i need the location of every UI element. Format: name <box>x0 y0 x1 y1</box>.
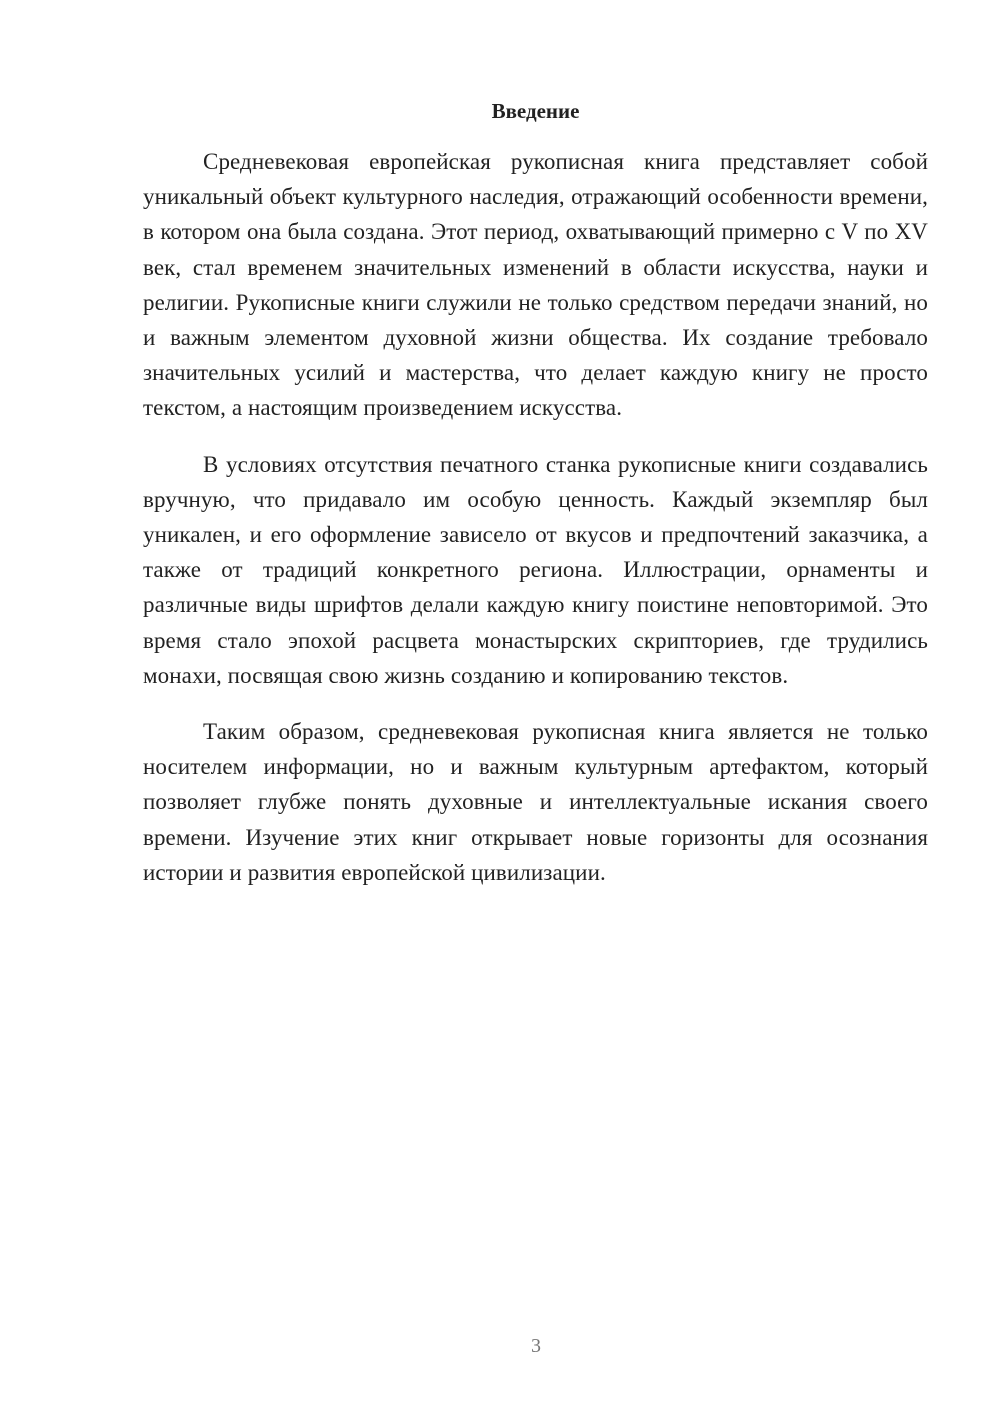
paragraph-2: В условиях отсутствия печатного станка рукописные книги создавались вручную, что придавало им особую ценность. Каждый экземпляр был уникален, и его оформление зависело от вкусов и предпочтений заказчика, а также от традиций конкретного региона. Иллюстрации, орнаменты и различные виды шрифтов делали каждую книгу поистине неповторимой. Это время стало эпохой расцвета монастырских скрипториев, где трудились монахи, посвящая свою жизнь созданию и копированию текстов. <box>143 451 928 688</box>
page-number: 3 <box>531 1335 541 1357</box>
paragraph-1: Средневековая европейская рукописная книга представляет собой уникальный объект культурного наследия, отражающий особенности времени, в котором она была создана. Этот период, охватывающий примерно с V по XV век, стал временем значительных изменений в области искусства, науки и религии. Рукописные книги служили не только средством передачи знаний, но и важным элементом духовной жизни общества. Их создание требовало значительных усилий и мастерства, что делает каждую книгу не просто текстом, а настоящим произведением искусства. <box>143 149 928 421</box>
section-title: Введение <box>491 99 580 123</box>
page-content <box>143 95 928 911</box>
paragraph-3: Таким образом, средневековая рукописная книга является не только носителем информации, но и важным культурным артефактом, который позволяет глубже понять духовные и интеллектуальные искания своего времени. Изучение этих книг открывает новые горизонты для осознания истории и развития европейской цивилизации. <box>143 719 928 885</box>
